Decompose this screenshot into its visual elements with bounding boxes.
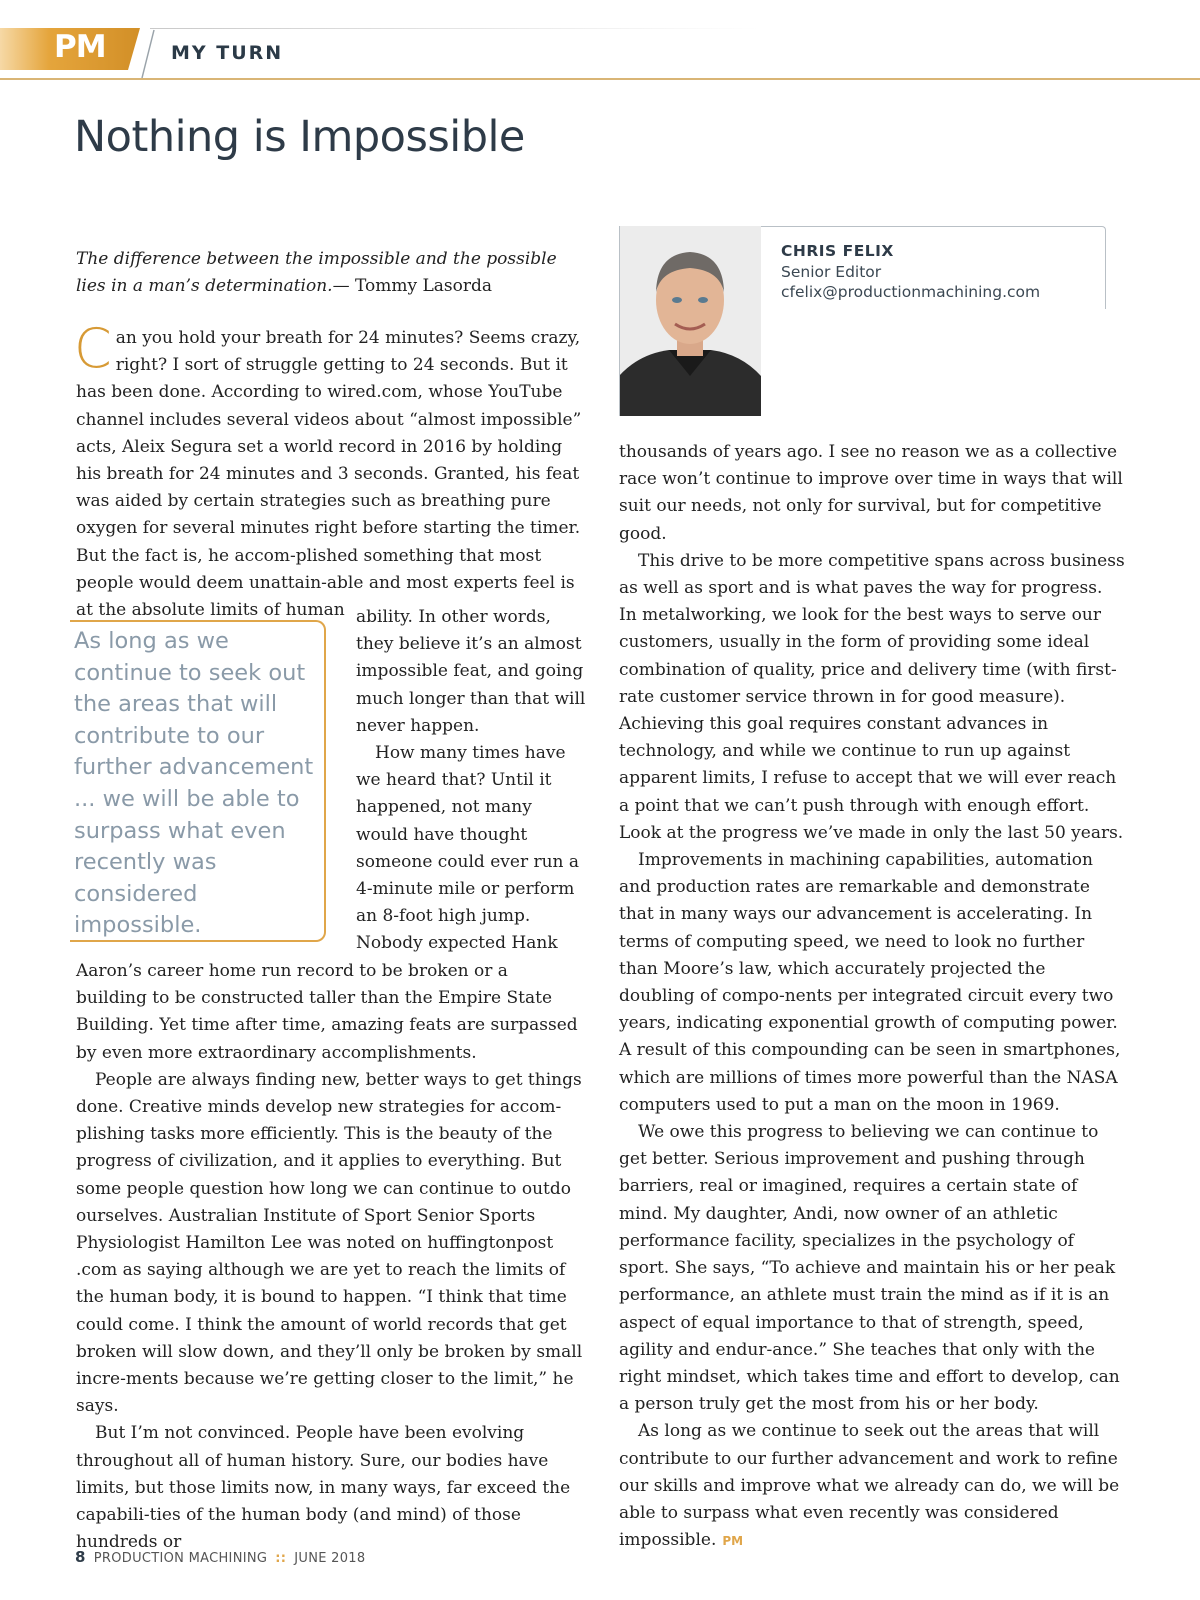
author-role: Senior Editor — [781, 263, 882, 281]
header-top-rule — [150, 28, 760, 29]
issue-date: JUNE 2018 — [294, 1551, 366, 1566]
footer-separator: :: — [275, 1551, 287, 1566]
author-name: CHRIS FELIX — [781, 242, 894, 260]
pm-logo: PM — [54, 29, 106, 65]
body-paragraph: We owe this progress to believing we can continue to get better. Serious improvement and pushing through barriers, real or imagined, requires a certain state of mind. My daughter, Andi, now owner of an athletic performance facility, specializes in the psychology of sport. She says, “To achieve and maintain his or her peak performance, an athlete must train the mind as if it is an aspect of equal importance to that of strength, speed, agility and endur-ance.” She teaches that only with the right mindset, which takes time and effort to develop, can a person truly get the most from his or her body. — [619, 1122, 1120, 1415]
author-card-divider — [619, 226, 620, 416]
body-paragraph: thousands of years ago. I see no reason we as a collective race won’t continue to improve over time in ways that will suit our needs, not only for survival, but for competitive good. — [619, 442, 1123, 544]
end-mark: PM — [722, 1534, 744, 1549]
header-bottom-rule — [0, 78, 1200, 80]
body-paragraph: This drive to be more competitive spans across business as well as sport and is what paves the way for progress. In metalworking, we look for the best ways to serve our customers, usually in the form of providing some ideal combination of quality, price and delivery time (with first-rate customer service thrown in for good measure). Achieving this goal requires constant advances in technology, and while we continue to run up against apparent limits, I refuse to accept that we will ever reach a point that we can’t push through with enough effort. Look at the progress we’ve made in only the last 50 years. — [619, 550, 1125, 843]
body-paragraph: Improvements in machining capabilities, automation and production rates are remarkable and demonstrate that in many ways our advancement is accelerating. In terms of computing speed, we need to look no further than Moore’s law, which accurately projected the doubling of compo-nents per integrated circuit every two years, indicating exponential growth of computing power. A result of this compounding can be seen in smartphones, which are millions of times more powerful than the NASA computers used to put a man on the moon in 1969. — [619, 850, 1121, 1115]
header-divider-slash — [138, 28, 158, 80]
body-paragraph: People are always finding new, better ways to get things done. Creative minds develop new strategies for accom-plishing tasks more efficiently. This is the beauty of the progress of civilization, and it applies to everything. But some people question how long we can continue to outdo ourselves. Australian Institute of Sport Senior Sports Physiologist Hamilton Lee was noted on huffingtonpost .com as saying although we are yet to reach the limits of the human body, it is bound to happen. “I think that time could come. I think the amount of world records that get broken will slow down, and they’ll only be broken by small incre-ments because we’re getting closer to the limit,” he says. — [76, 1069, 583, 1417]
page-header — [0, 28, 1200, 80]
body-paragraph: Aaron’s career home run record to be broken or a building to be constructed taller than the Empire State Building. Yet time after time, amazing feats are surpassed by even more extraordinary accomplishments. — [76, 961, 578, 1063]
body-paragraph: Can you hold your breath for 24 minutes? Seems crazy, right? I sort of struggle getting to 24 seconds. But it has been done. According to wired.com, whose YouTube channel includes several videos about “almost impossible” acts, Aleix Segura set a world record in 2016 by holding his breath for 24 minutes and 3 seconds. Granted, his feat was aided by certain strategies such as breathing pure oxygen for several minutes right before starting the timer. But the fact is, he accom-plished something that most people would deem unattain-able and most experts feel is at the absolute limits of human — [74, 317, 582, 621]
left-column-top — [74, 317, 584, 624]
page-footer — [75, 1548, 365, 1566]
page-number: 8 — [75, 1548, 86, 1566]
body-paragraph: ability. In other words, they believe it’s an almost impossible feat, and going much longer than that will never happen. — [356, 607, 586, 736]
left-column-narrow — [356, 604, 588, 958]
right-column — [619, 439, 1125, 1555]
left-column-bottom — [76, 958, 584, 1556]
publication-name: PRODUCTION MACHINING — [93, 1551, 268, 1566]
body-paragraph: As long as we continue to seek out the areas that will contribute to our further advancement and work to refine our skills and improve what we already can do, we will be able to surpass what even recently was considered impossible. PM — [619, 1421, 1120, 1551]
pullquote: As long as we continue to seek out the areas that will contribute to our further advancement ... we will be able to surpass what even recently was considered impossible. — [74, 628, 314, 939]
drop-cap: C — [74, 317, 112, 380]
author-card — [619, 226, 1105, 416]
epigraph-author: — Tommy Lasorda — [332, 276, 493, 296]
section-label: MY TURN — [171, 42, 284, 64]
epigraph — [76, 246, 576, 300]
author-photo — [619, 226, 761, 416]
article-title: Nothing is Impossible — [74, 112, 525, 162]
epigraph-quote: The difference between the impossible and the possible lies in a man’s determination. — [76, 249, 557, 296]
author-email[interactable]: cfelix@productionmachining.com — [781, 283, 1041, 301]
body-paragraph: But I’m not convinced. People have been evolving throughout all of human history. Sure, our bodies have limits, but those limits now, in many ways, far exceed the capabili-ties of the human body (and mind) of those hundreds or — [76, 1423, 571, 1553]
body-paragraph: How many times have we heard that? Until it happened, not many would have thought someone could ever run a 4-minute mile or perform an 8-foot high jump. Nobody expected Hank — [356, 743, 580, 954]
